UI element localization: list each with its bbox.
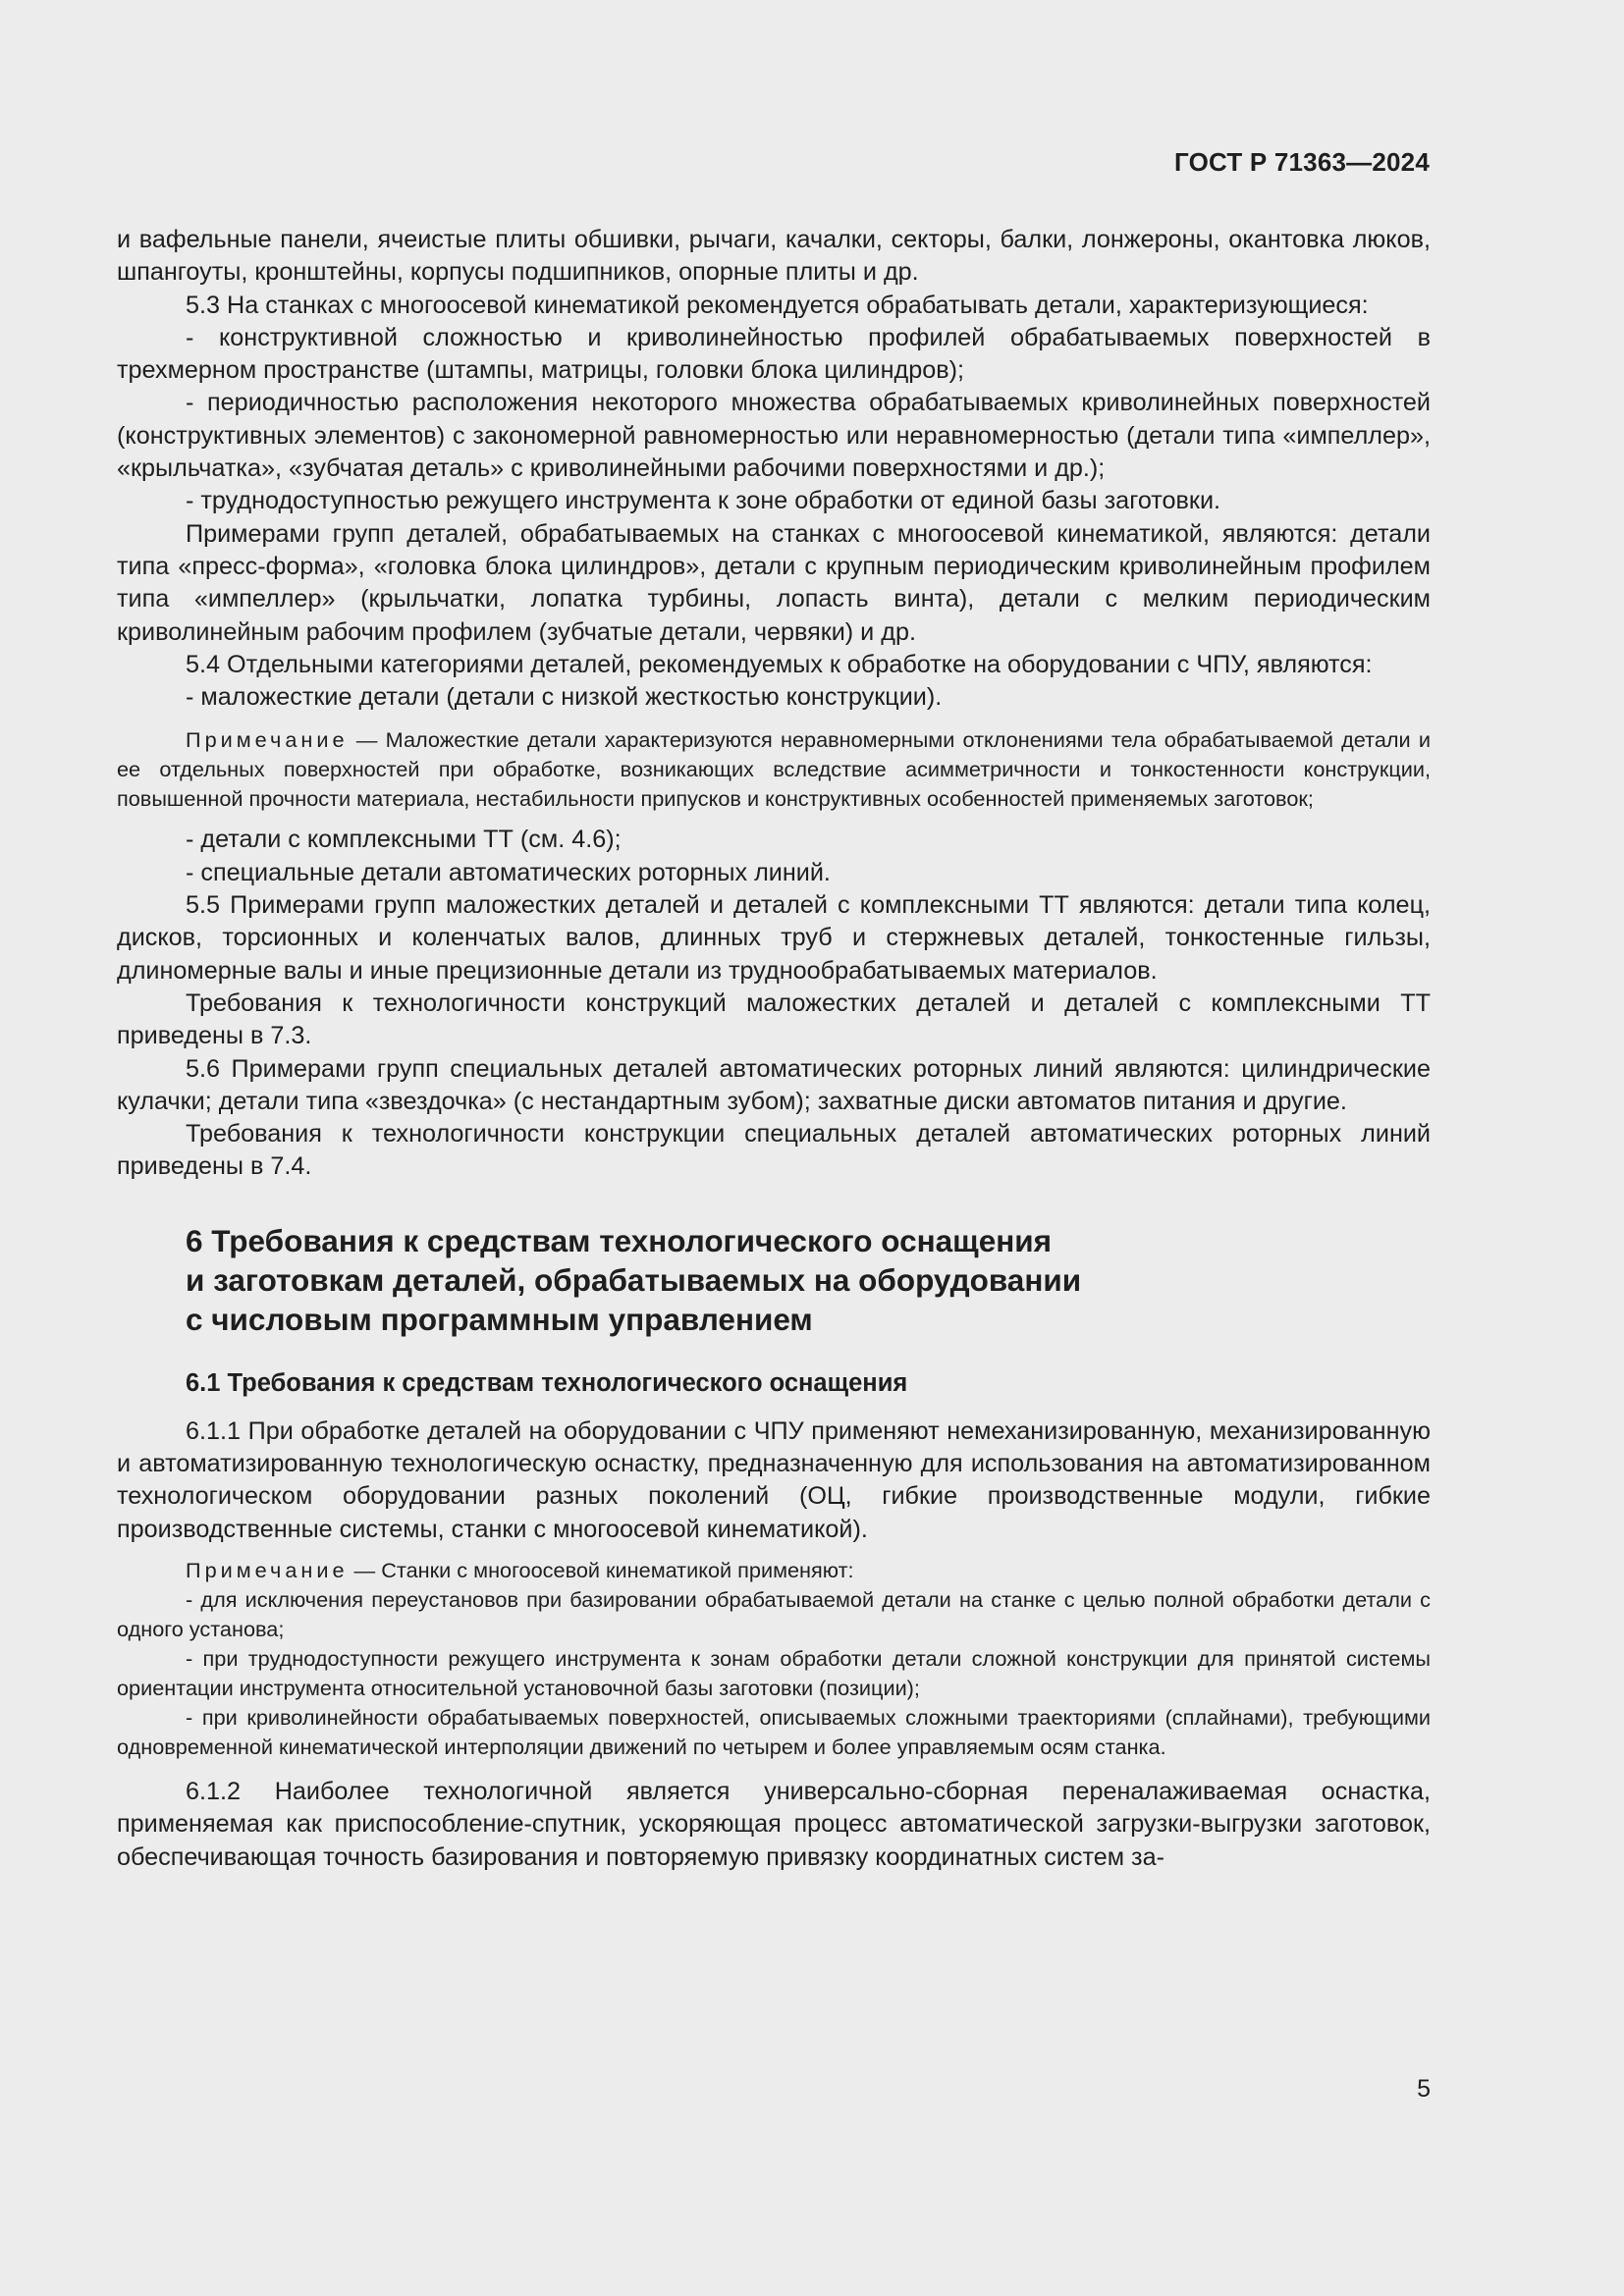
section-title-line: с числовым программным управлением bbox=[186, 1301, 813, 1337]
paragraph-5-4: 5.4 Отдельными категориями деталей, рекомендуемых к обработке на оборудовании с ЧПУ, являются: bbox=[186, 650, 1373, 678]
note-label: Примечание bbox=[186, 727, 349, 753]
paragraph-continuation: и вафельные панели, ячеистые плиты обшивки, рычаги, качалки, секторы, балки, лонжероны, окантовка люков, шпангоуты, кронштейны, корпусы подшипников, опорные плиты и др. bbox=[117, 226, 1431, 287]
list-item: - труднодоступностью режущего инструмента к зоне обработки от единой базы заготовки. bbox=[186, 487, 1221, 515]
note-text: — Станки с многоосевой кинематикой применяют: bbox=[348, 1557, 854, 1582]
note-label: Примечание bbox=[186, 1557, 349, 1582]
note-item: - для исключения переустановов при базировании обрабатываемой детали на станке с целью полной обработки детали с одного установа; bbox=[117, 1586, 1431, 1641]
list-item: - маложесткие детали (детали с низкой жесткостью конструкции). bbox=[186, 683, 943, 712]
paragraph-6-1-2: 6.1.2 Наиболее технологичной является универсально-сборная переналаживаемая оснастка, применяемая как приспособление-спутник, ускоряющая процесс автоматической загрузки-выгрузки заготовок, обеспечивающая точность базирования и повторяемую привязку координатных систем за- bbox=[117, 1777, 1431, 1871]
paragraph-requirements: Требования к технологичности конструкции специальных деталей автоматических роторных линий приведены в 7.4. bbox=[117, 1120, 1431, 1181]
note-item: - при криволинейности обрабатываемых поверхностей, описываемых сложными траекториями (сплайнами), требующими одновременной кинематической интерполяции движений по четырем и более управляемым осям станка. bbox=[117, 1704, 1431, 1759]
paragraph-requirements: Требования к технологичности конструкций маложестких деталей и деталей с комплексными ТТ приведены в 7.3. bbox=[117, 988, 1431, 1050]
note-1 bbox=[117, 725, 1431, 814]
subsection-6-1-title: 6.1 Требования к средствам технологического оснащения bbox=[186, 1368, 908, 1397]
document-id: ГОСТ Р 71363—2024 bbox=[1174, 147, 1430, 177]
section-title-line: и заготовкам деталей, обрабатываемых на оборудовании bbox=[186, 1261, 1082, 1298]
page-number: 5 bbox=[1417, 2075, 1431, 2103]
paragraph-5-5: 5.5 Примерами групп маложестких деталей и деталей с комплексными ТТ являются: детали типа колец, дисков, торсионных и коленчатых валов, длинных труб и стержневых деталей, тонкостенные гильзы, длиномерные валы и иные прецизионные детали из труднообрабатываемых материалов. bbox=[117, 891, 1431, 985]
paragraph-5-6: 5.6 Примерами групп специальных деталей автоматических роторных линий являются: цилиндрические кулачки; детали типа «звездочка» (с нестандартным зубом); захватные диски автоматов питания и другие. bbox=[117, 1054, 1431, 1115]
list-item: - периодичностью расположения некоторого множества обрабатываемых криволинейных поверхностей (конструктивных элементов) с закономерной равномерностью или неравномерностью (детали типа «импеллер», «крыльчатка», «зубчатая деталь» с криволинейными рабочими поверхностями и др.); bbox=[117, 389, 1431, 483]
paragraph-5-3: 5.3 На станках с многоосевой кинематикой рекомендуется обрабатывать детали, характеризующиеся: bbox=[186, 291, 1369, 319]
paragraph-examples: Примерами групп деталей, обрабатываемых на станках с многоосевой кинематикой, являются: детали типа «пресс-форма», «головка блока цилиндров», детали с крупным периодическим криволинейным профилем типа «импеллер» (крыльчатки, лопатка турбины, лопасть винта), детали с мелким периодическим криволинейным рабочим профилем (зубчатые детали, червяки) и др. bbox=[117, 519, 1431, 646]
list-item: - конструктивной сложностью и криволинейностью профилей обрабатываемых поверхностей в трехмерном пространстве (штампы, матрицы, головки блока цилиндров); bbox=[117, 323, 1431, 385]
section-6-title bbox=[117, 1221, 1431, 1339]
page-content bbox=[117, 224, 1431, 1874]
list-item: - специальные детали автоматических роторных линий. bbox=[186, 858, 831, 886]
note-heading bbox=[117, 1556, 1431, 1585]
note-text: — Маложесткие детали характеризуются неравномерными отклонениями тела обрабатываемой детали и ее отдельных поверхностей при обработке, возникающих вследствие асимметричности и тонкостенности конструкции, повышенной прочности материала, нестабильности припусков и конструктивных особенностей применяемых заготовок; bbox=[117, 727, 1431, 812]
paragraph-6-1-1: 6.1.1 При обработке деталей на оборудовании с ЧПУ применяют немеханизированную, механизированную и автоматизированную технологическую оснастку, предназначенную для использования на автоматизированном технологическом оборудовании разных поколений (ОЦ, гибкие производственные модули, гибкие производственные системы, станки с многоосевой кинематикой). bbox=[117, 1416, 1431, 1543]
list-item: - детали с комплексными ТТ (см. 4.6); bbox=[186, 826, 622, 854]
note-item: - при труднодоступности режущего инструмента к зонам обработки детали сложной конструкции для принятой системы ориентации инструмента относительной установочной базы заготовки (позиции); bbox=[117, 1645, 1431, 1700]
note-2 bbox=[117, 1556, 1431, 1762]
section-title-line: 6 Требования к средствам технологического оснащения bbox=[186, 1222, 1052, 1258]
